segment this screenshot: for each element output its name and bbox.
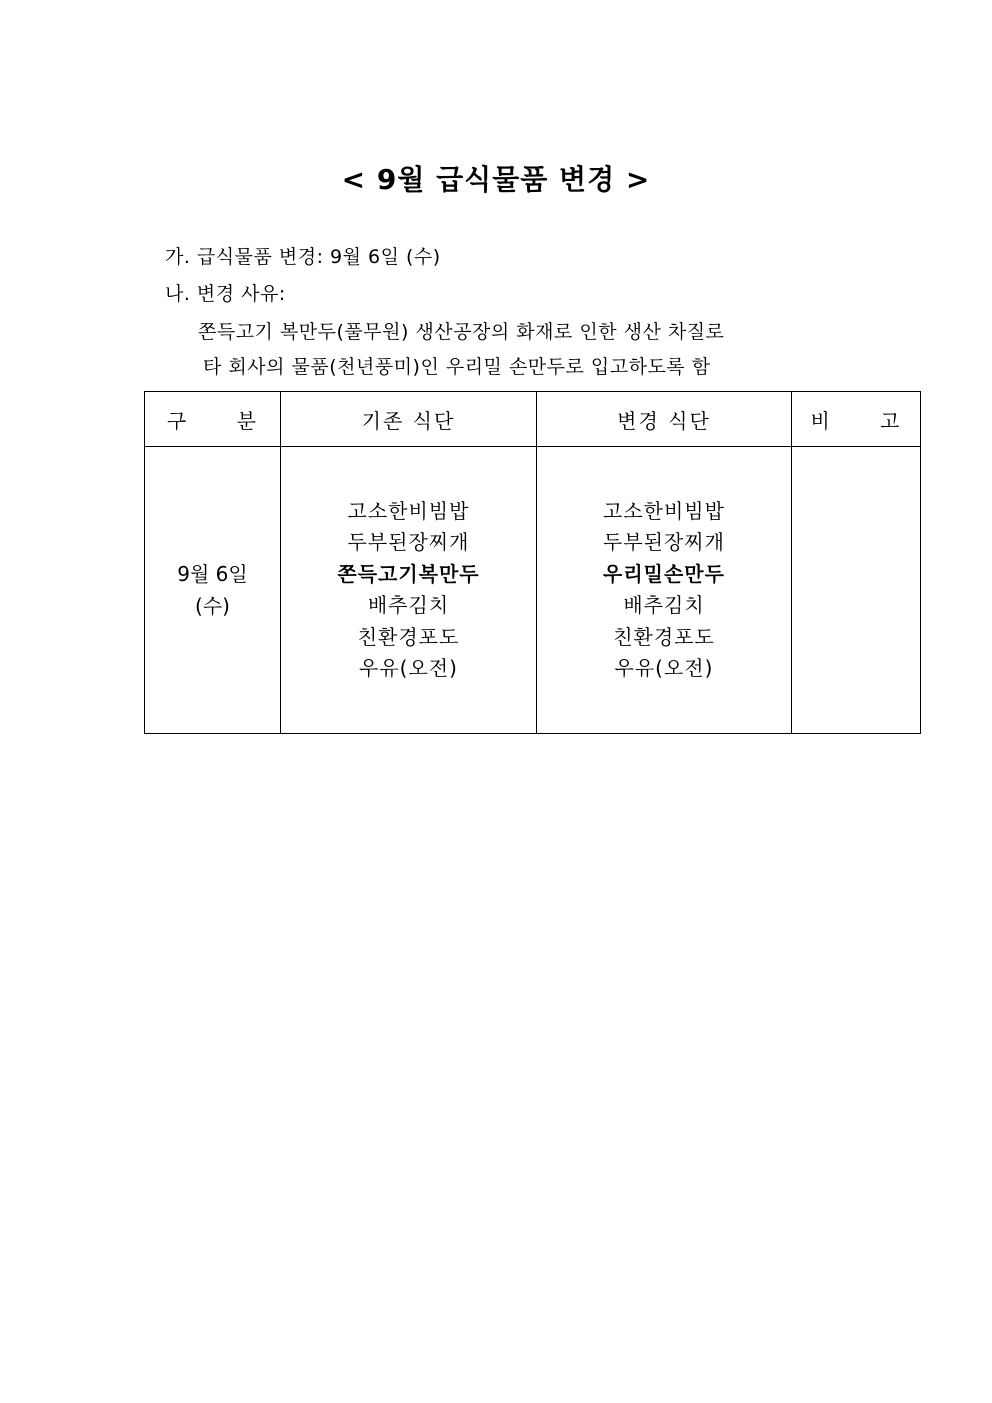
table-row (145, 447, 921, 734)
menu-item: 고소한비빔밥 (347, 498, 470, 523)
changed-menu-cell (537, 447, 792, 734)
menu-change-table (144, 391, 921, 734)
reason-text-line-1: 쫀득고기 복만두(풀무원) 생산공장의 화재로 인한 생산 차질로 (198, 321, 725, 343)
menu-item-replacement: 우리밀손만두 (603, 561, 725, 586)
header-category: 구 분 (145, 392, 281, 447)
menu-item: 고소한비빔밥 (603, 498, 725, 523)
section-b-change-reason: 나. 변경 사유: (165, 283, 286, 305)
header-changed-menu: 변경 식단 (537, 392, 792, 447)
menu-item: 배추김치 (623, 593, 705, 617)
date-text: 9월 6일 (177, 562, 248, 586)
menu-item: 두부된장찌개 (347, 530, 470, 554)
section-a-change-date: 가. 급식물품 변경: 9월 6일 (수) (165, 246, 441, 268)
original-menu-cell (281, 447, 537, 734)
weekday-text: (수) (195, 594, 230, 618)
menu-item: 우유(오전) (359, 656, 458, 680)
note-cell (792, 447, 921, 734)
menu-item: 친환경포도 (357, 624, 460, 649)
reason-text-line-2: 타 회사의 물품(천년풍미)인 우리밀 손만두로 입고하도록 함 (203, 356, 711, 378)
date-cell (145, 447, 281, 734)
menu-item: 우유(오전) (614, 656, 714, 680)
table-header-row (145, 392, 921, 447)
header-note: 비 고 (792, 392, 921, 447)
menu-item: 두부된장찌개 (603, 530, 725, 554)
menu-item: 배추김치 (367, 593, 450, 617)
menu-item: 친환경포도 (613, 624, 715, 649)
page-title: < 9월 급식물품 변경 > (341, 163, 651, 196)
header-original-menu: 기존 식단 (281, 392, 537, 447)
menu-item-removed: 쫀득고기복만두 (337, 561, 480, 586)
